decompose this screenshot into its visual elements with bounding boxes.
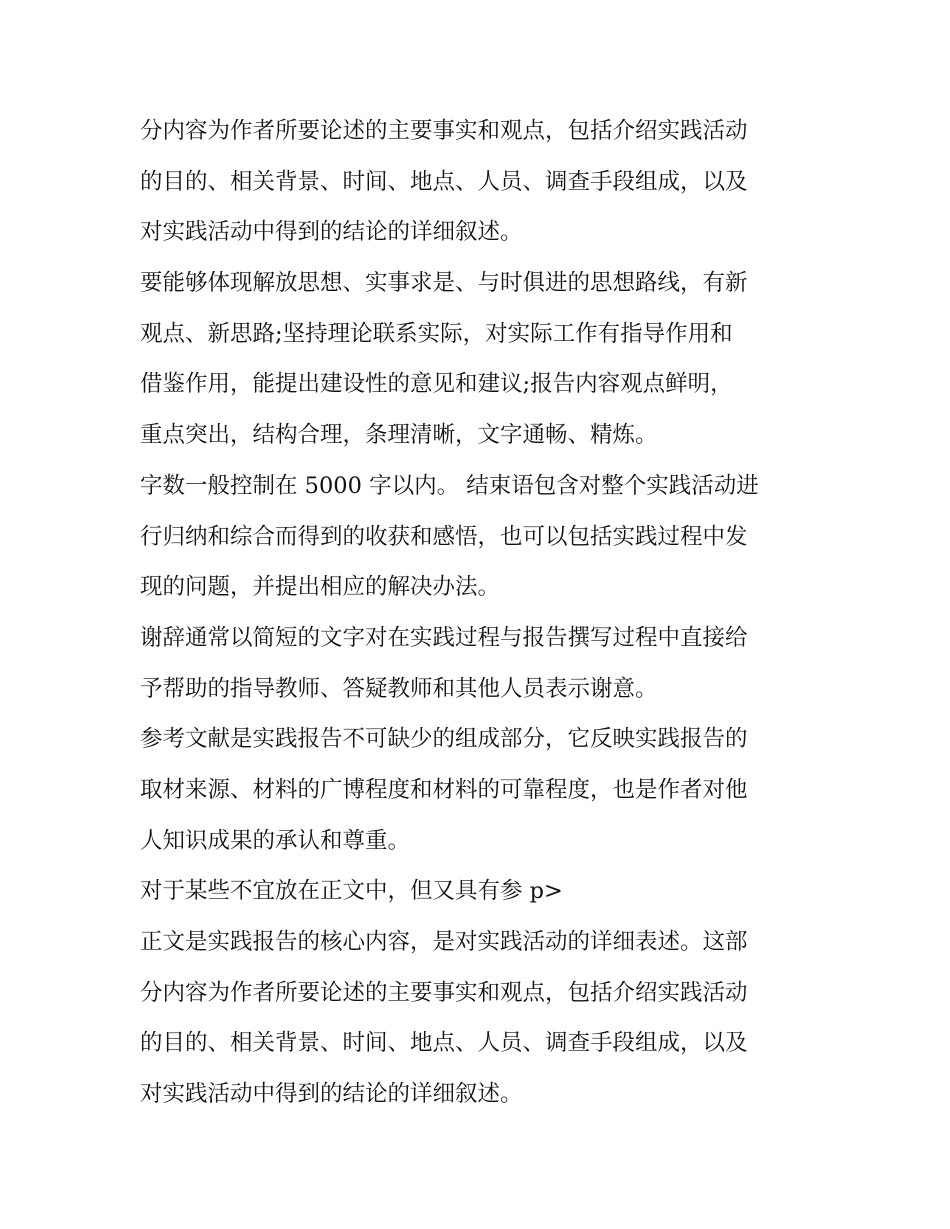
text-line-5: 观点、新思路;坚持理论联系实际，对实际工作有指导作用和 <box>140 320 733 347</box>
text-line-6: 借鉴作用，能提出建设性的意见和建议;报告内容观点鲜明， <box>140 371 733 398</box>
document-body <box>140 106 820 1120</box>
text-line-19: 的目的、相关背景、时间、地点、人员、调查手段组成，以及 <box>140 1030 748 1057</box>
text-line-14: 取材来源、材料的广博程度和材料的可靠程度，也是作者对他 <box>140 776 748 803</box>
text-line-9: 行归纳和综合而得到的收获和感悟，也可以包括实践过程中发 <box>140 523 748 550</box>
text-line-18: 分内容为作者所要论述的主要事实和观点，包括介绍实践活动 <box>140 979 748 1006</box>
text-line-3: 对实践活动中得到的结论的详细叙述。 <box>140 219 523 246</box>
text-line-20: 对实践活动中得到的结论的详细叙述。 <box>140 1081 523 1108</box>
text-line-15: 人知识成果的承认和尊重。 <box>140 827 411 854</box>
text-line-4: 要能够体现解放思想、实事求是、与时俱进的思想路线，有新 <box>140 270 748 297</box>
text-line-7: 重点突出，结构合理，条理清晰，文字通畅、精炼。 <box>140 422 658 449</box>
text-line-12: 予帮助的指导教师、答疑教师和其他人员表示谢意。 <box>140 675 658 702</box>
text-line-1: 分内容为作者所要论述的主要事实和观点，包括介绍实践活动 <box>140 118 748 144</box>
text-line-8: 字数一般控制在 5000 字以内。 结束语包含对整个实践活动进 <box>140 472 759 499</box>
text-line-11: 谢辞通常以简短的文字对在实践过程与报告撰写过程中直接给 <box>140 624 748 651</box>
text-line-10: 现的问题，并提出相应的解决办法。 <box>140 574 501 601</box>
text-line-17: 正文是实践报告的核心内容，是对实践活动的详细表述。这部 <box>140 929 748 955</box>
text-line-2: 的目的、相关背景、时间、地点、人员、调查手段组成，以及 <box>140 168 748 195</box>
text-line-13: 参考文献是实践报告不可缺少的组成部分，它反映实践报告的 <box>140 726 748 753</box>
text-line-16: 对于某些不宜放在正文中，但又具有参 p> <box>140 878 563 905</box>
